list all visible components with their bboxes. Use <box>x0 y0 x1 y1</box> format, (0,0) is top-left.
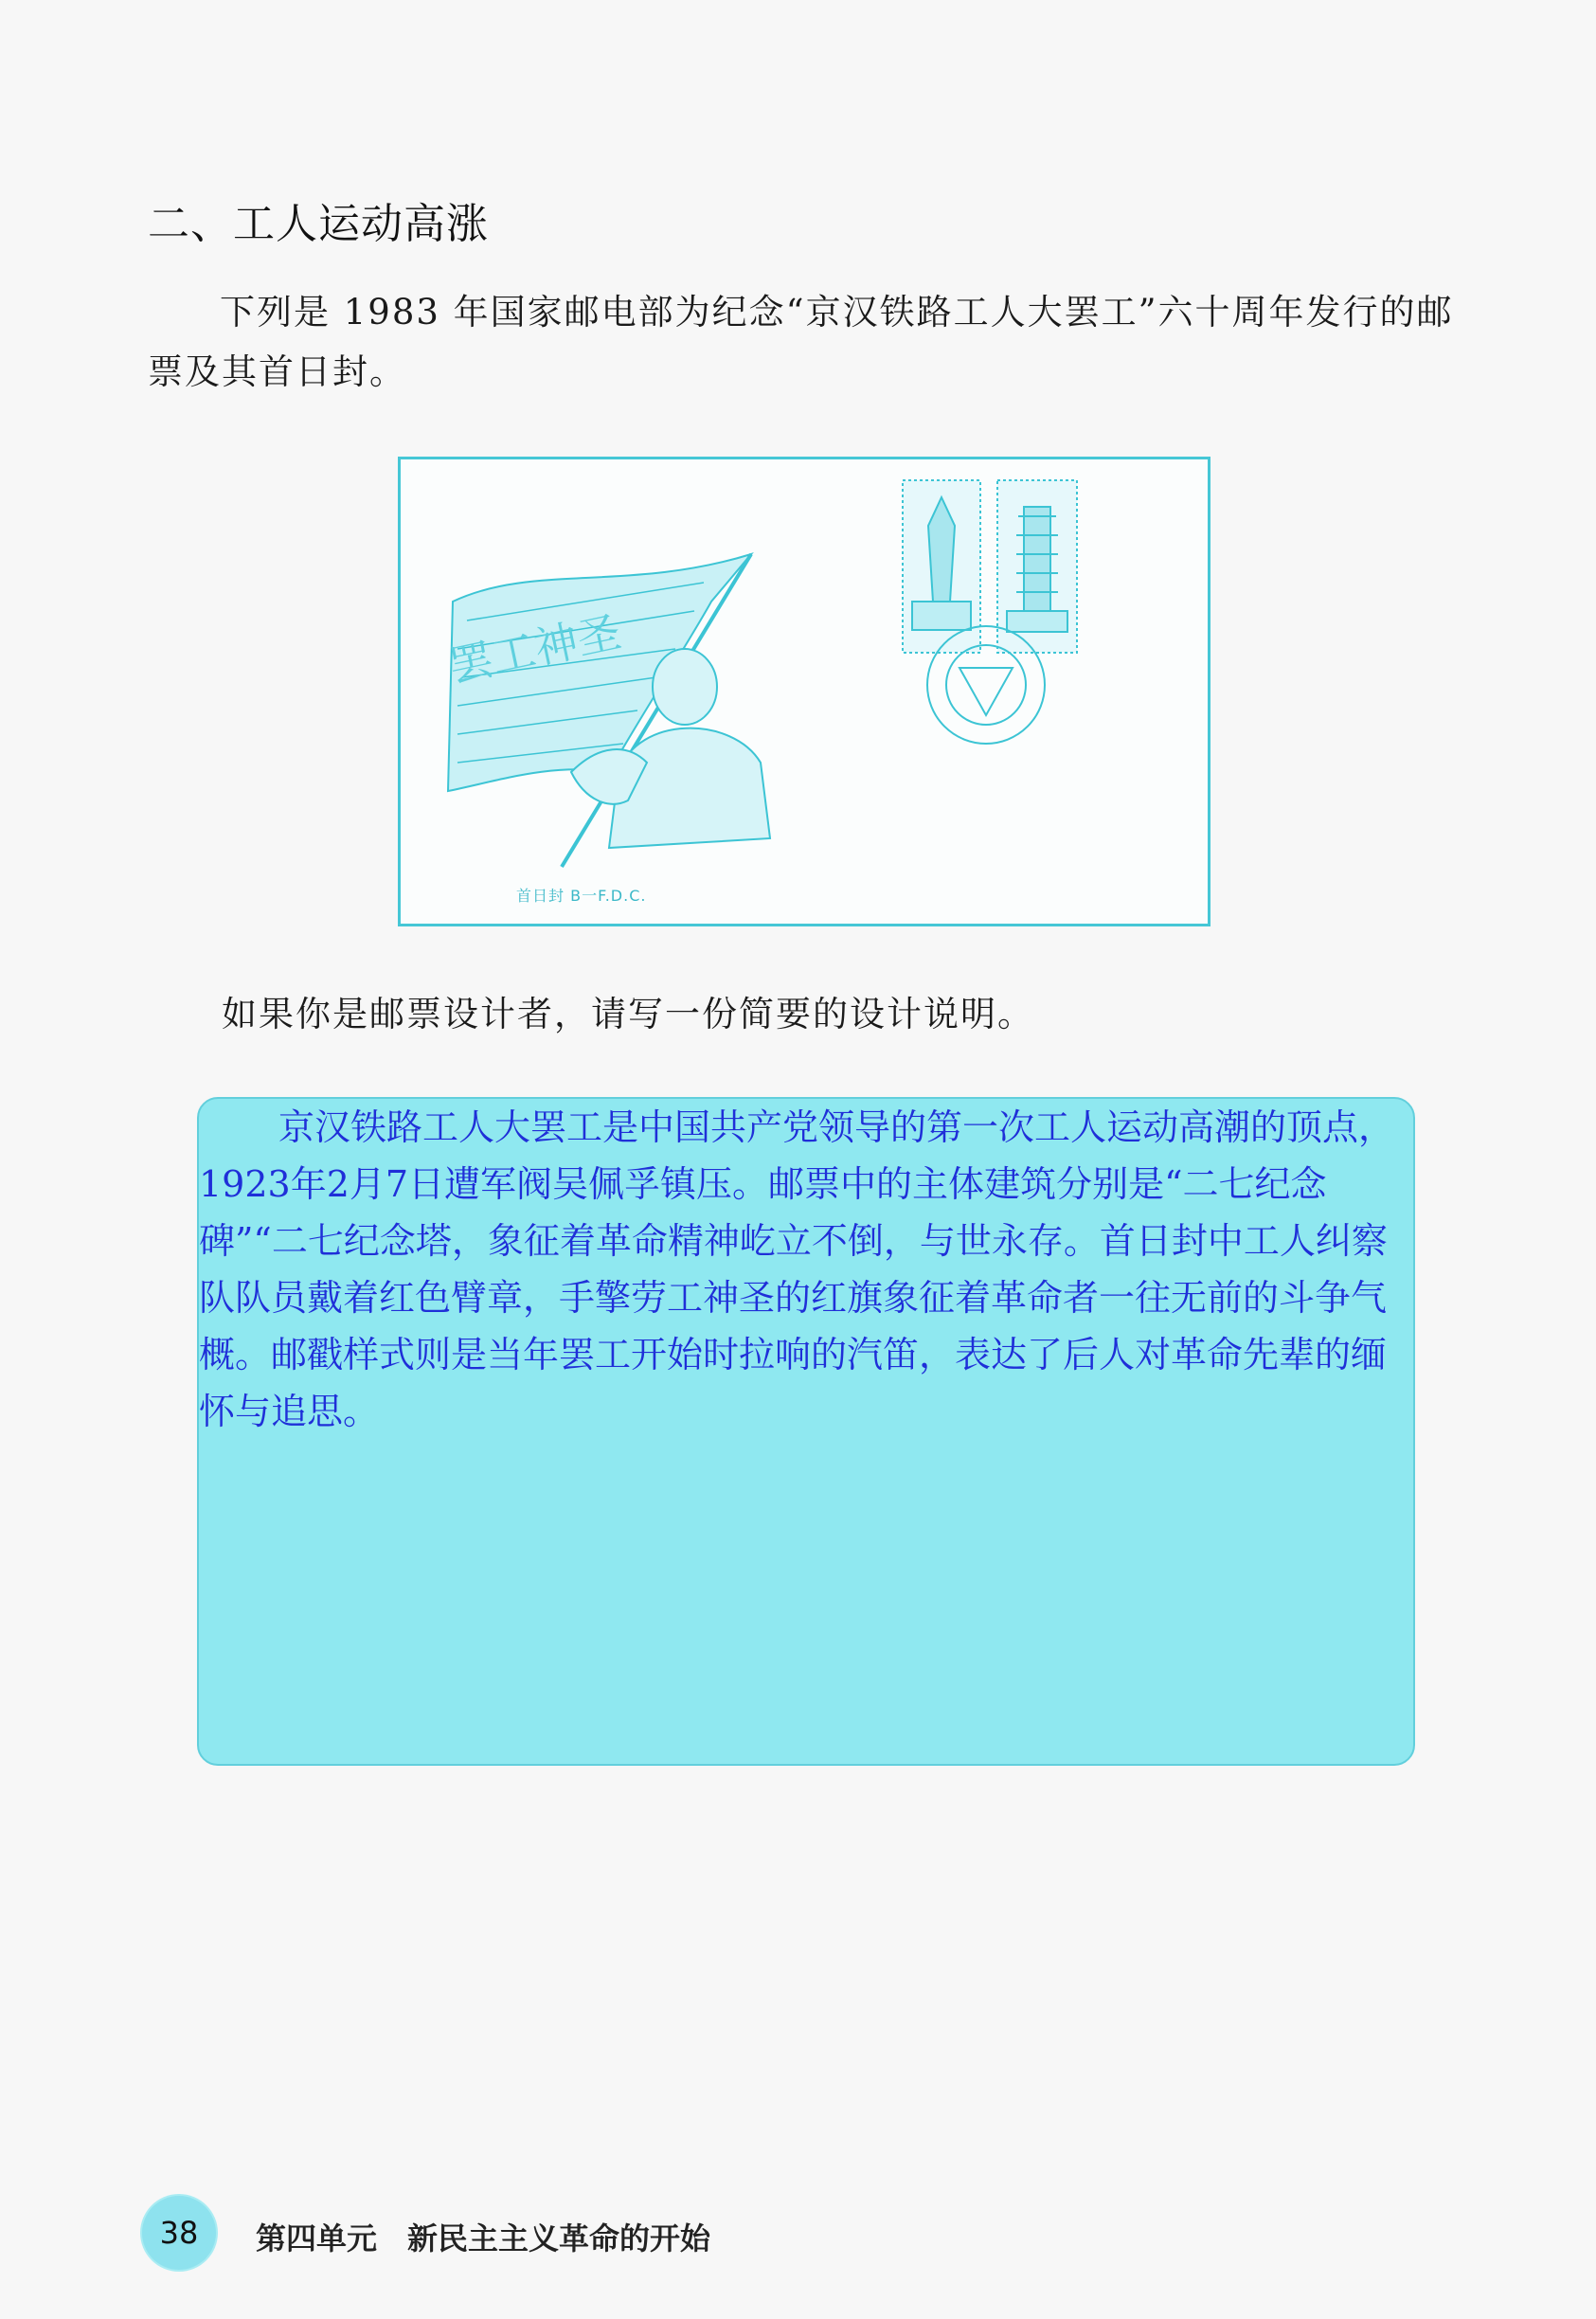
first-day-cover-image <box>398 457 1210 926</box>
answer-text: 京汉铁路工人大罢工是中国共产党领导的第一次工人运动高潮的顶点，1923年2月7日遭军阀吴佩孚镇压。邮票中的主体建筑分别是“二七纪念碑”“二七纪念塔，象征着革命精神屹立不倒，与世永存。首日封中工人纠察队队员戴着红色臂章，手擎劳工神圣的红旗象征着革命者一往无前的斗争气概。邮戳样式则是当年罢工开始时拉响的汽笛，表达了后人对革命先辈的缅怀与追思。 <box>199 1106 1395 1432</box>
stamp-tower <box>997 480 1077 653</box>
flag-text: 罢工神圣 <box>444 605 626 692</box>
cover-illustration <box>401 459 1208 924</box>
cover-caption: 首日封 B一F.D.C. <box>516 887 647 905</box>
section-title: 二、工人运动高涨 <box>148 200 489 248</box>
stamp-monument <box>903 480 980 653</box>
answer-paragraph <box>199 1099 1421 1440</box>
unit-title: 新民主主义革命的开始 <box>407 2220 711 2256</box>
footer-unit <box>256 2215 710 2258</box>
postmark <box>927 626 1045 744</box>
intro-text: 下列是 1983 年国家邮电部为纪念“京汉铁路工人大罢工”六十周年发行的邮票及其首日封。 <box>148 292 1454 392</box>
unit-label: 第四单元 <box>256 2220 378 2256</box>
page-number: 38 <box>159 2215 199 2251</box>
intro-paragraph <box>148 282 1474 402</box>
question-prompt: 如果你是邮票设计者，请写一份简要的设计说明。 <box>222 994 1034 1034</box>
